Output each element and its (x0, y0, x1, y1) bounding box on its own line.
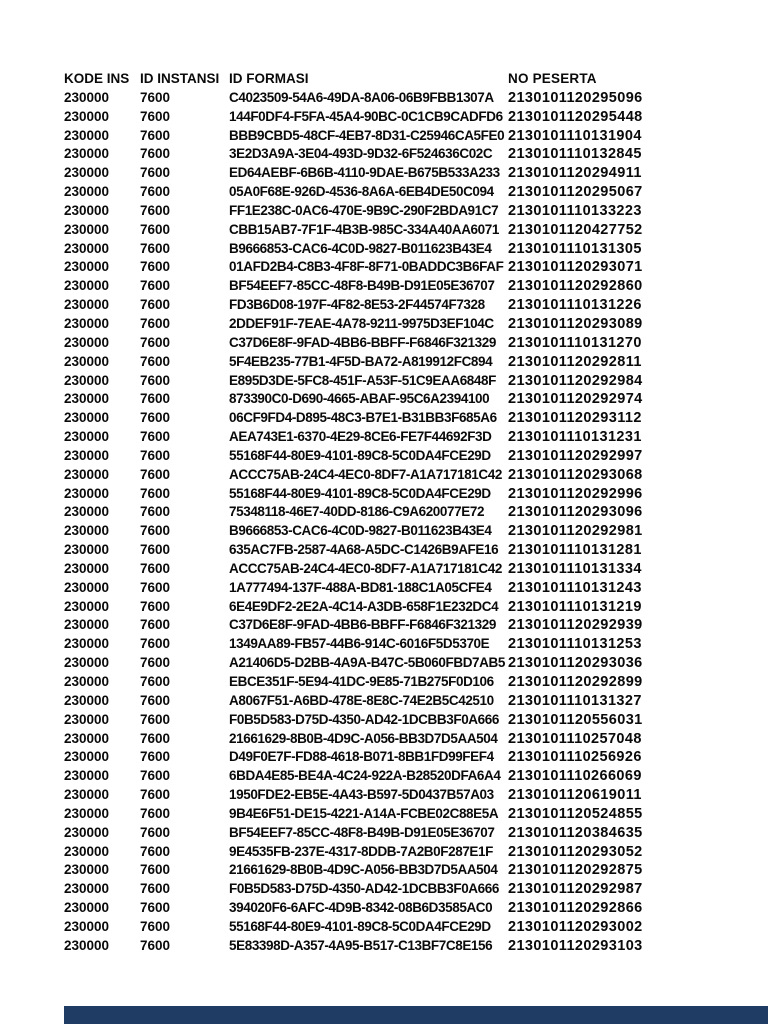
cell-id-instansi: 7600 (140, 315, 171, 331)
table-body (64, 89, 643, 956)
cell-kode-ins: 230000 (64, 824, 110, 840)
table-row (64, 598, 643, 617)
table-row (64, 824, 643, 843)
cell-id-instansi: 7600 (140, 560, 171, 576)
table-row (64, 447, 643, 466)
table-row (64, 767, 643, 786)
cell-id-instansi: 7600 (140, 692, 171, 708)
cell-no-peserta: 2130101120294911 (508, 165, 642, 182)
cell-kode-ins: 230000 (64, 127, 110, 143)
table-row (64, 937, 643, 956)
cell-id-formasi: ACCC75AB-24C4-4EC0-8DF7-A1A717181C42 (229, 560, 502, 576)
cell-id-instansi: 7600 (140, 542, 171, 558)
cell-no-peserta: 2130101110131904 (508, 127, 642, 144)
cell-id-formasi: 06CF9FD4-D895-48C3-B7E1-B31BB3F685A6 (229, 410, 497, 426)
table-row (64, 654, 643, 673)
table-row (64, 183, 643, 202)
table-row (64, 843, 643, 862)
cell-id-formasi: FF1E238C-0AC6-470E-9B9C-290F2BDA91C7 (229, 202, 499, 218)
cell-id-formasi: 9E4535FB-237E-4317-8DDB-7A2B0F287E1F (229, 843, 493, 859)
table-row (64, 466, 643, 485)
cell-kode-ins: 230000 (64, 372, 110, 388)
cell-kode-ins: 230000 (64, 315, 110, 331)
cell-id-instansi: 7600 (140, 768, 171, 784)
cell-id-instansi: 7600 (140, 918, 171, 934)
cell-id-formasi: D49F0E7F-FD88-4618-B071-8BB1FD99FEF4 (229, 749, 494, 765)
cell-kode-ins: 230000 (64, 560, 110, 576)
table-row (64, 485, 643, 504)
cell-kode-ins: 230000 (64, 805, 110, 821)
cell-id-formasi: 873390C0-D690-4665-ABAF-95C6A2394100 (229, 391, 490, 407)
cell-kode-ins: 230000 (64, 221, 110, 237)
cell-kode-ins: 230000 (64, 655, 110, 671)
table-row (64, 127, 643, 146)
cell-kode-ins: 230000 (64, 466, 110, 482)
cell-kode-ins: 230000 (64, 447, 110, 463)
cell-no-peserta: 2130101120292866 (508, 900, 643, 917)
table-row (64, 334, 643, 353)
cell-id-formasi: EBCE351F-5E94-41DC-9E85-71B275F0D106 (229, 674, 494, 689)
table-row (64, 880, 643, 899)
table-row (64, 861, 643, 880)
cell-id-instansi: 7600 (140, 504, 171, 520)
cell-no-peserta: 2130101120292811 (508, 353, 642, 370)
cell-no-peserta: 2130101120292899 (508, 674, 643, 690)
cell-kode-ins: 230000 (64, 674, 110, 689)
cell-id-instansi: 7600 (140, 937, 171, 953)
cell-id-instansi: 7600 (140, 843, 171, 859)
cell-no-peserta: 2130101110131219 (508, 598, 642, 615)
cell-id-instansi: 7600 (140, 297, 171, 313)
cell-kode-ins: 230000 (64, 730, 110, 746)
cell-no-peserta: 2130101120293071 (508, 259, 643, 276)
cell-id-instansi: 7600 (140, 485, 171, 501)
cell-id-formasi: A21406D5-D2BB-4A9A-B47C-5B060FBD7AB5 (229, 655, 505, 671)
cell-id-formasi: 6E4E9DF2-2E2A-4C14-A3DB-658F1E232DC4 (229, 598, 499, 614)
cell-id-instansi: 7600 (140, 391, 171, 407)
cell-kode-ins: 230000 (64, 862, 110, 878)
cell-id-instansi: 7600 (140, 730, 171, 746)
cell-id-formasi: E895D3DE-5FC8-451F-A53F-51C9EAA6848F (229, 372, 496, 388)
data-table (64, 70, 643, 956)
cell-id-instansi: 7600 (140, 824, 171, 840)
cell-id-formasi: FD3B6D08-197F-4F82-8E53-2F44574F7328 (229, 297, 485, 313)
cell-kode-ins: 230000 (64, 391, 110, 407)
cell-kode-ins: 230000 (64, 108, 110, 124)
cell-id-formasi: 2DDEF91F-7EAE-4A78-9211-9975D3EF104C (229, 315, 494, 331)
cell-id-instansi: 7600 (140, 674, 171, 689)
cell-no-peserta: 2130101120292984 (508, 372, 643, 389)
cell-kode-ins: 230000 (64, 410, 110, 426)
cell-no-peserta: 2130101120384635 (508, 824, 643, 841)
cell-kode-ins: 230000 (64, 278, 110, 294)
table-row (64, 372, 643, 391)
table-row (64, 541, 643, 560)
cell-id-instansi: 7600 (140, 202, 171, 218)
cell-id-formasi: C4023509-54A6-49DA-8A06-06B9FBB1307A (229, 89, 494, 105)
cell-id-formasi: 144F0DF4-F5FA-45A4-90BC-0C1CB9CADFD6 (229, 108, 503, 124)
cell-id-formasi: F0B5D583-D75D-4350-AD42-1DCBB3F0A666 (229, 711, 499, 727)
cell-id-formasi: 21661629-8B0B-4D9C-A056-BB3D7D5AA504 (229, 730, 498, 746)
cell-id-instansi: 7600 (140, 466, 171, 482)
viewer-bottom-bar (64, 1006, 768, 1024)
cell-no-peserta: 2130101120293112 (508, 410, 642, 427)
cell-id-formasi: 55168F44-80E9-4101-89C8-5C0DA4FCE29D (229, 485, 491, 501)
cell-id-formasi: 6BDA4E85-BE4A-4C24-922A-B28520DFA6A4 (229, 768, 501, 784)
cell-no-peserta: 2130101110131334 (508, 560, 642, 577)
cell-kode-ins: 230000 (64, 579, 110, 595)
cell-kode-ins: 230000 (64, 202, 110, 218)
cell-id-instansi: 7600 (140, 221, 171, 237)
cell-id-instansi: 7600 (140, 523, 171, 539)
table-row (64, 353, 643, 372)
table-row (64, 428, 643, 447)
cell-no-peserta: 2130101110131270 (508, 334, 642, 351)
cell-kode-ins: 230000 (64, 353, 110, 369)
cell-id-formasi: 55168F44-80E9-4101-89C8-5C0DA4FCE29D (229, 918, 491, 934)
cell-id-instansi: 7600 (140, 429, 171, 445)
cell-id-formasi: 5F4EB235-77B1-4F5D-BA72-A819912FC894 (229, 353, 493, 369)
cell-no-peserta: 2130101110131231 (508, 429, 642, 446)
table-row (64, 164, 643, 183)
cell-no-peserta: 2130101120292860 (508, 278, 643, 295)
cell-kode-ins: 230000 (64, 843, 110, 859)
cell-kode-ins: 230000 (64, 900, 110, 916)
cell-no-peserta: 2130101120427752 (508, 221, 643, 238)
table-row (64, 918, 643, 937)
table-header-row (64, 70, 643, 89)
table-row (64, 673, 643, 692)
cell-id-instansi: 7600 (140, 353, 171, 369)
cell-no-peserta: 2130101110257048 (508, 730, 642, 747)
table-row (64, 240, 643, 259)
cell-no-peserta: 2130101120293002 (508, 918, 643, 935)
cell-kode-ins: 230000 (64, 617, 110, 633)
cell-id-formasi: 21661629-8B0B-4D9C-A056-BB3D7D5AA504 (229, 862, 498, 878)
cell-kode-ins: 230000 (64, 297, 110, 313)
column-header-id-instansi: ID INSTANSI (140, 71, 220, 86)
cell-id-instansi: 7600 (140, 278, 171, 294)
cell-no-peserta: 2130101120293089 (508, 315, 643, 332)
cell-id-formasi: 5E83398D-A357-4A95-B517-C13BF7C8E156 (229, 937, 493, 953)
cell-no-peserta: 2130101110131243 (508, 579, 642, 596)
cell-kode-ins: 230000 (64, 89, 110, 105)
cell-id-formasi: 635AC7FB-2587-4A68-A5DC-C1426B9AFE16 (229, 542, 499, 558)
cell-kode-ins: 230000 (64, 692, 110, 708)
table-row (64, 202, 643, 221)
table-row (64, 748, 643, 767)
cell-id-instansi: 7600 (140, 787, 171, 803)
table-row (64, 635, 643, 654)
table-row (64, 579, 643, 598)
table-row (64, 522, 643, 541)
table-row (64, 899, 643, 918)
table-row (64, 145, 643, 164)
cell-id-instansi: 7600 (140, 184, 171, 200)
cell-id-formasi: 1A777494-137F-488A-BD81-188C1A05CFE4 (229, 579, 492, 595)
cell-id-formasi: BF54EEF7-85CC-48F8-B49B-D91E05E36707 (229, 278, 495, 294)
cell-no-peserta: 2130101120293052 (508, 843, 643, 860)
cell-kode-ins: 230000 (64, 768, 110, 784)
table-row (64, 409, 643, 428)
cell-id-formasi: C37D6E8F-9FAD-4BB6-BBFF-F6846F321329 (229, 617, 496, 633)
cell-id-instansi: 7600 (140, 636, 171, 652)
table-row (64, 89, 643, 108)
cell-no-peserta: 2130101120293096 (508, 504, 643, 521)
cell-id-formasi: F0B5D583-D75D-4350-AD42-1DCBB3F0A666 (229, 881, 499, 897)
cell-id-formasi: 05A0F68E-926D-4536-8A6A-6EB4DE50C094 (229, 184, 494, 200)
cell-id-formasi: 01AFD2B4-C8B3-4F8F-8F71-0BADDC3B6FAF (229, 259, 504, 275)
cell-kode-ins: 230000 (64, 787, 110, 803)
cell-id-instansi: 7600 (140, 146, 171, 162)
cell-id-instansi: 7600 (140, 127, 171, 143)
cell-kode-ins: 230000 (64, 429, 110, 445)
cell-no-peserta: 2130101120292939 (508, 617, 643, 634)
cell-id-instansi: 7600 (140, 334, 171, 350)
cell-id-formasi: 1950FDE2-EB5E-4A43-B597-5D0437B57A03 (229, 787, 494, 803)
cell-id-formasi: 3E2D3A9A-3E04-493D-9D32-6F524636C02C (229, 146, 493, 162)
cell-id-formasi: AEA743E1-6370-4E29-8CE6-FE7F44692F3D (229, 429, 492, 445)
cell-kode-ins: 230000 (64, 598, 110, 614)
cell-no-peserta: 2130101110131281 (508, 542, 642, 559)
cell-no-peserta: 2130101120293036 (508, 655, 643, 672)
cell-id-instansi: 7600 (140, 240, 171, 256)
cell-no-peserta: 2130101110131327 (508, 692, 642, 709)
cell-id-instansi: 7600 (140, 447, 171, 463)
cell-no-peserta: 2130101110266069 (508, 768, 642, 785)
cell-kode-ins: 230000 (64, 504, 110, 520)
cell-no-peserta: 2130101120292996 (508, 485, 643, 502)
table-row (64, 296, 643, 315)
table-row (64, 315, 643, 334)
cell-id-formasi: CBB15AB7-7F1F-4B3B-985C-334A40AA6071 (229, 221, 499, 237)
cell-kode-ins: 230000 (64, 485, 110, 501)
column-header-kode-ins: KODE INS (64, 71, 130, 86)
cell-kode-ins: 230000 (64, 542, 110, 558)
cell-no-peserta: 2130101110133223 (508, 202, 642, 219)
cell-kode-ins: 230000 (64, 146, 110, 162)
cell-no-peserta: 2130101120619011 (508, 787, 642, 804)
cell-no-peserta: 2130101120556031 (508, 711, 643, 728)
cell-id-instansi: 7600 (140, 410, 171, 426)
cell-kode-ins: 230000 (64, 165, 110, 181)
table-row (64, 616, 643, 635)
cell-id-instansi: 7600 (140, 711, 171, 727)
table-row (64, 221, 643, 240)
cell-id-formasi: BBB9CBD5-48CF-4EB7-8D31-C25946CA5FE0 (229, 127, 505, 143)
cell-kode-ins: 230000 (64, 240, 110, 256)
cell-id-formasi: 55168F44-80E9-4101-89C8-5C0DA4FCE29D (229, 447, 491, 463)
cell-id-instansi: 7600 (140, 598, 171, 614)
cell-no-peserta: 2130101110256926 (508, 749, 642, 766)
table-row (64, 390, 643, 409)
table-row (64, 730, 643, 749)
cell-no-peserta: 2130101120292997 (508, 447, 643, 464)
cell-id-formasi: 9B4E6F51-DE15-4221-A14A-FCBE02C88E5A (229, 805, 499, 821)
cell-id-formasi: C37D6E8F-9FAD-4BB6-BBFF-F6846F321329 (229, 334, 496, 350)
cell-id-formasi: 1349AA89-FB57-44B6-914C-6016F5D5370E (229, 636, 490, 652)
cell-kode-ins: 230000 (64, 918, 110, 934)
table-row (64, 692, 643, 711)
cell-id-instansi: 7600 (140, 372, 171, 388)
cell-kode-ins: 230000 (64, 334, 110, 350)
table-row (64, 503, 643, 522)
cell-id-instansi: 7600 (140, 749, 171, 765)
table-row (64, 711, 643, 730)
cell-id-instansi: 7600 (140, 617, 171, 633)
cell-id-formasi: B9666853-CAC6-4C0D-9827-B011623B43E4 (229, 523, 492, 539)
cell-id-formasi: A8067F51-A6BD-478E-8E8C-74E2B5C42510 (229, 692, 494, 708)
cell-kode-ins: 230000 (64, 636, 110, 652)
cell-id-instansi: 7600 (140, 881, 171, 897)
cell-no-peserta: 2130101120295448 (508, 108, 643, 125)
cell-id-instansi: 7600 (140, 655, 171, 671)
cell-id-instansi: 7600 (140, 900, 171, 916)
cell-kode-ins: 230000 (64, 523, 110, 539)
cell-no-peserta: 2130101120292974 (508, 391, 643, 408)
cell-id-formasi: B9666853-CAC6-4C0D-9827-B011623B43E4 (229, 240, 492, 256)
table-row (64, 258, 643, 277)
cell-id-formasi: ACCC75AB-24C4-4EC0-8DF7-A1A717181C42 (229, 466, 502, 482)
table-row (64, 805, 643, 824)
cell-no-peserta: 2130101120295067 (508, 184, 643, 201)
cell-no-peserta: 2130101120292987 (508, 881, 643, 898)
column-header-no-peserta: NO PESERTA (508, 71, 597, 86)
table-row (64, 560, 643, 579)
cell-no-peserta: 2130101110131253 (508, 636, 642, 653)
cell-id-instansi: 7600 (140, 805, 171, 821)
cell-id-instansi: 7600 (140, 862, 171, 878)
cell-id-instansi: 7600 (140, 259, 171, 275)
cell-id-formasi: BF54EEF7-85CC-48F8-B49B-D91E05E36707 (229, 824, 495, 840)
table-row (64, 277, 643, 296)
cell-no-peserta: 2130101110132845 (508, 146, 642, 163)
cell-no-peserta: 2130101120292875 (508, 862, 643, 879)
cell-id-formasi: 75348118-46E7-40DD-8186-C9A620077E72 (229, 504, 485, 520)
cell-kode-ins: 230000 (64, 184, 110, 200)
cell-no-peserta: 2130101120524855 (508, 805, 643, 822)
cell-kode-ins: 230000 (64, 881, 110, 897)
cell-id-formasi: ED64AEBF-6B6B-4110-9DAE-B675B533A233 (229, 165, 500, 181)
cell-no-peserta: 2130101120292981 (508, 523, 643, 540)
cell-id-instansi: 7600 (140, 89, 171, 105)
cell-no-peserta: 2130101120293068 (508, 466, 643, 483)
cell-kode-ins: 230000 (64, 749, 110, 765)
cell-no-peserta: 2130101120295096 (508, 89, 643, 106)
cell-kode-ins: 230000 (64, 711, 110, 727)
cell-no-peserta: 2130101110131305 (508, 240, 642, 257)
cell-kode-ins: 230000 (64, 937, 110, 953)
cell-id-instansi: 7600 (140, 579, 171, 595)
table-row (64, 108, 643, 127)
cell-no-peserta: 2130101120293103 (508, 937, 643, 954)
cell-id-instansi: 7600 (140, 108, 171, 124)
column-header-id-formasi: ID FORMASI (229, 71, 309, 86)
cell-id-instansi: 7600 (140, 165, 171, 181)
cell-kode-ins: 230000 (64, 259, 110, 275)
cell-id-formasi: 394020F6-6AFC-4D9B-8342-08B6D3585AC0 (229, 900, 493, 916)
table-row (64, 786, 643, 805)
cell-no-peserta: 2130101110131226 (508, 297, 642, 314)
